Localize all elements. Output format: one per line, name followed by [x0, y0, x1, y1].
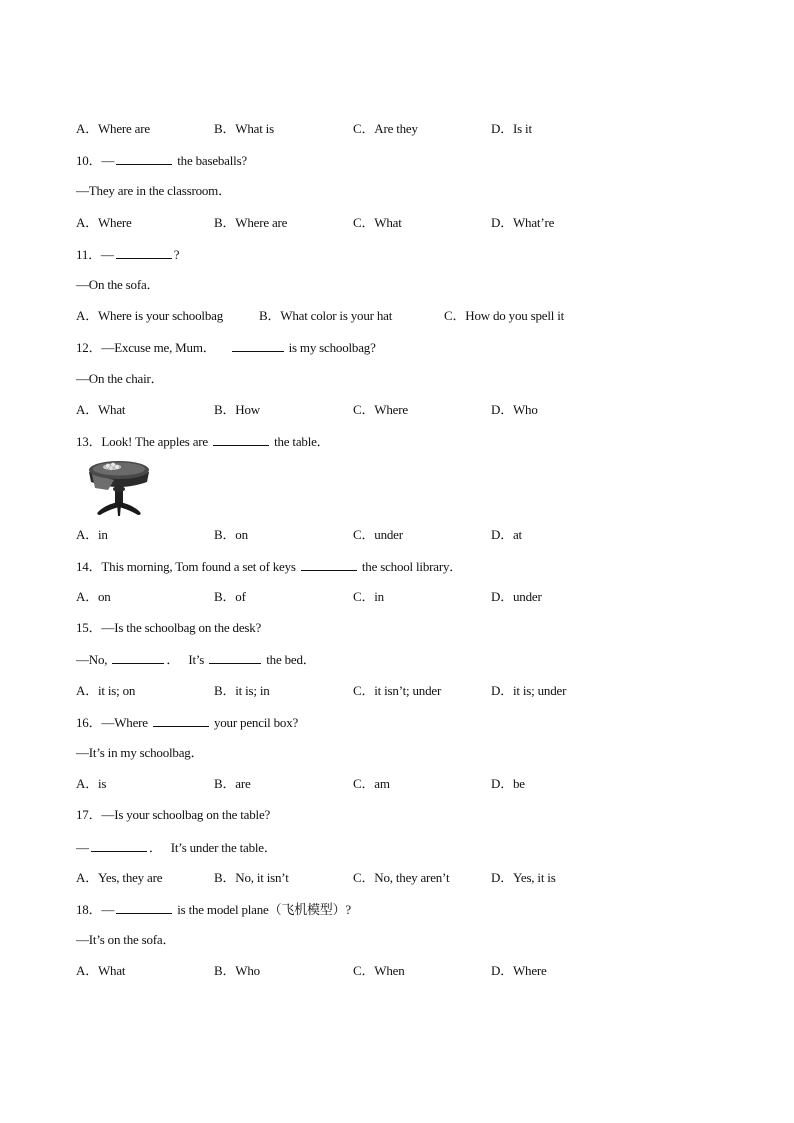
q14-question [76, 558, 462, 575]
q17-option-d: D．Yes, it is [491, 870, 556, 885]
q15-answer-line [76, 651, 316, 668]
q12-question [76, 339, 376, 356]
q13-question [76, 433, 329, 450]
answer-blank [232, 339, 284, 352]
q10-question [76, 152, 247, 169]
q17-question: 17．—Is your schoolbag on the table? [76, 807, 271, 822]
answer-blank [112, 651, 164, 664]
q13-option-a: A．in [76, 527, 108, 542]
q15-answer-suffix: the bed． [263, 652, 316, 667]
q18-suffix: is the model plane（飞机模型）? [174, 902, 351, 917]
q17-option-c: C．No, they aren’t [353, 870, 450, 885]
q18-question [76, 901, 351, 918]
q11-option-c: C．How do you spell it [444, 308, 565, 323]
q9-option-d: D．Is it [491, 121, 532, 136]
q10-option-d: D．What’re [491, 215, 555, 230]
q15-answer-mid: ． It’s [166, 652, 208, 667]
answer-blank [209, 651, 261, 664]
q14-prefix: 14．This morning, Tom found a set of keys [76, 559, 299, 574]
q16-option-b: B．are [214, 776, 251, 791]
q17-answer-line [76, 839, 277, 856]
q18-option-a: A．What [76, 963, 126, 978]
q16-suffix: your pencil box? [210, 715, 299, 730]
q12-option-a: A．What [76, 402, 126, 417]
q11-option-a: A．Where is your schoolbag [76, 308, 223, 323]
q17-answer-suffix: ． It’s under the table． [148, 840, 277, 855]
q18-option-b: B．Who [214, 963, 260, 978]
q16-prefix: 16．—Where [76, 715, 151, 730]
q14-option-c: C．in [353, 589, 384, 604]
q13-option-d: D．at [491, 527, 522, 542]
q10-option-b: B．Where are [214, 215, 288, 230]
answer-blank [116, 901, 172, 914]
q13-option-b: B．on [214, 527, 248, 542]
q18-option-d: D．Where [491, 963, 547, 978]
q15-option-c: C．it isn’t; under [353, 683, 442, 698]
q18-answer-line: —It’s on the sofa． [76, 932, 176, 947]
q12-option-b: B．How [214, 402, 260, 417]
answer-blank [116, 246, 172, 259]
answer-blank [301, 558, 357, 571]
q12-suffix: is my schoolbag? [285, 340, 376, 355]
round-table-illustration [86, 458, 152, 518]
q18-prefix: 18．— [76, 902, 115, 917]
q16-option-c: C．am [353, 776, 390, 791]
q12-answer-line: —On the chair． [76, 371, 164, 386]
q14-option-d: D．under [491, 589, 542, 604]
q9-option-b: B．What is [214, 121, 274, 136]
answer-blank [213, 433, 269, 446]
q10-option-a: A．Where [76, 215, 132, 230]
q13-option-c: C．under [353, 527, 403, 542]
q17-option-b: B．No, it isn’t [214, 870, 289, 885]
q13-suffix: the table． [271, 434, 330, 449]
q15-question: 15．—Is the schoolbag on the desk? [76, 620, 262, 635]
q14-suffix: the school library． [358, 559, 463, 574]
q16-option-a: A．is [76, 776, 107, 791]
q10-answer-line: —They are in the classroom． [76, 183, 231, 198]
q18-option-c: C．When [353, 963, 405, 978]
answer-blank [91, 839, 147, 852]
q16-option-d: D．be [491, 776, 525, 791]
answer-blank [153, 714, 209, 727]
q12-option-d: D．Who [491, 402, 538, 417]
q16-question [76, 714, 298, 731]
q11-prefix: 11．— [76, 247, 114, 262]
q11-suffix: ? [173, 247, 180, 262]
answer-blank [116, 152, 172, 165]
q16-answer-line: —It’s in my schoolbag． [76, 745, 204, 760]
q11-question [76, 246, 179, 263]
q17-answer-prefix: — [76, 840, 89, 855]
q13-prefix: 13．Look! The apples are [76, 434, 212, 449]
q15-answer-prefix: —No, [76, 652, 111, 667]
q9-option-a: A．Where are [76, 121, 150, 136]
q15-option-a: A．it is; on [76, 683, 136, 698]
q11-answer-line: —On the sofa． [76, 277, 160, 292]
q15-option-b: B．it is; in [214, 683, 270, 698]
q15-option-d: D．it is; under [491, 683, 567, 698]
q9-option-c: C．Are they [353, 121, 418, 136]
q17-option-a: A．Yes, they are [76, 870, 163, 885]
q14-option-a: A．on [76, 589, 111, 604]
q11-option-b: B．What color is your hat [259, 308, 393, 323]
q12-prefix: 12．—Excuse me, Mum． [76, 340, 216, 355]
q12-option-c: C．Where [353, 402, 408, 417]
q14-option-b: B．of [214, 589, 246, 604]
q10-option-c: C．What [353, 215, 402, 230]
q10-suffix: the baseballs? [174, 153, 248, 168]
q10-prefix: 10．— [76, 153, 115, 168]
